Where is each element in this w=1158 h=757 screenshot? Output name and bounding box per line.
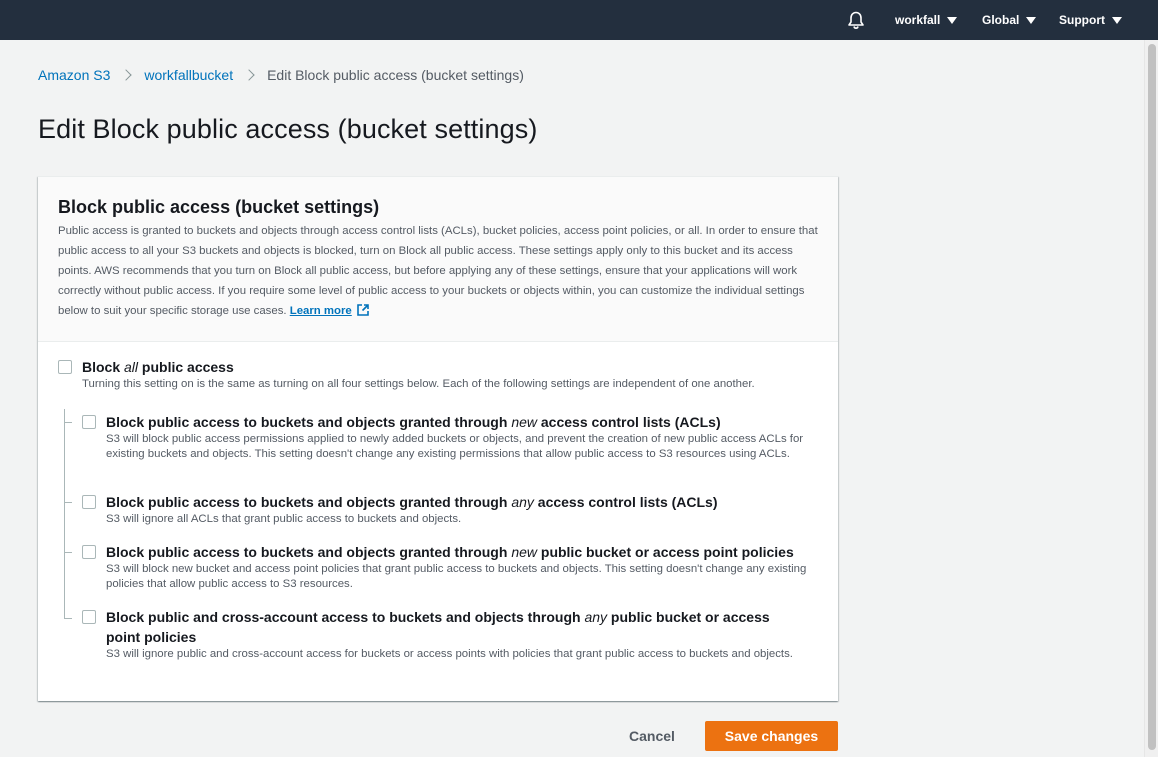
panel-header: [38, 177, 838, 342]
learn-more-label: Learn more: [289, 305, 352, 317]
caret-down-icon: [1112, 17, 1122, 24]
block-public-access-panel: [38, 176, 838, 701]
block-new-acls-title: [106, 412, 826, 432]
settings-tree-branch: [64, 502, 72, 503]
block-new-acls-title-pre: Block public access to buckets and objects granted through: [106, 414, 512, 430]
settings-tree-line: [64, 409, 65, 619]
block-new-policies-checkbox[interactable]: [82, 545, 96, 559]
block-any-acls-description: S3 will ignore all ACLs that grant public access to buckets and objects.: [106, 513, 462, 525]
block-any-acls-title-pre: Block public access to buckets and objects granted through: [106, 494, 512, 510]
block-any-policies-title-pre: Block public and cross-account access to buckets and objects through: [106, 609, 585, 625]
notifications-bell-icon[interactable]: [846, 10, 866, 30]
support-menu[interactable]: [1059, 0, 1122, 40]
block-new-acls-checkbox[interactable]: [82, 415, 96, 429]
learn-more-link[interactable]: [290, 305, 370, 317]
block-new-policies-description: S3 will block new bucket and access point policies that grant public access to buckets and objects. This setting doesn't change any existing policies that allow public access to S3 resources.: [106, 563, 807, 590]
block-any-policies-title-post: public bucket or access point policies: [106, 609, 770, 645]
account-menu-label: workfall: [895, 13, 941, 27]
panel-title: Block public access (bucket settings): [58, 197, 380, 217]
block-new-policies-title-post: public bucket or access point policies: [537, 544, 794, 560]
external-link-icon: [356, 303, 370, 317]
block-new-policies-title-pre: Block public access to buckets and objects granted through: [106, 544, 512, 560]
scrollbar-thumb[interactable]: [1148, 44, 1156, 750]
panel-description-text: Public access is granted to buckets and objects through access control lists (ACLs), bucket policies, access point policies, or all. In order to ensure that public access to all your S3 buckets and objects is blocked, turn on Block all public access. These settings apply only to this bucket and its access points. AWS recommends that you turn on Block all public access, but before applying any of these settings, ensure that your applications will work correctly without public access. If you require some level of public access to your buckets or objects within, you can customize the individual settings below to suit your specific storage use cases.: [58, 225, 818, 317]
block-any-policies-title-em: any: [584, 609, 608, 625]
save-changes-button[interactable]: Save changes: [705, 721, 838, 751]
block-all-title-pre: Block: [82, 359, 125, 375]
breadcrumb-link-amazon-s3[interactable]: Amazon S3: [38, 67, 111, 83]
panel-description: [58, 221, 828, 321]
block-new-acls-title-em: new: [511, 414, 537, 430]
block-all-title-em: all: [124, 359, 139, 375]
cancel-button[interactable]: Cancel: [618, 721, 686, 751]
block-new-acls-description: S3 will block public access permissions applied to newly added buckets or objects, and prevent the creation of new public access ACLs for existing buckets and objects. This setting doesn't change any existing permissions that allow public access to S3 resources using ACLs.: [106, 433, 804, 460]
block-any-acls-title: [106, 492, 826, 512]
block-any-acls-title-post: access control lists (ACLs): [533, 494, 718, 510]
chevron-right-icon: [243, 69, 254, 80]
block-any-acls-checkbox[interactable]: [82, 495, 96, 509]
block-all-title: [82, 357, 234, 377]
block-all-description: Turning this setting on is the same as turning on all four settings below. Each of the following settings are independent of one another.: [82, 378, 755, 390]
caret-down-icon: [947, 17, 957, 24]
breadcrumb-current-page: Edit Block public access (bucket settings): [267, 67, 524, 83]
block-all-title-post: public access: [138, 359, 234, 375]
block-all-checkbox[interactable]: [58, 360, 72, 374]
block-new-acls-title-post: access control lists (ACLs): [537, 414, 721, 430]
block-any-policies-checkbox[interactable]: [82, 610, 96, 624]
block-any-acls-title-em: any: [511, 494, 534, 510]
block-any-policies-title: [106, 607, 806, 647]
support-menu-label: Support: [1059, 13, 1105, 27]
breadcrumb: [38, 66, 524, 84]
breadcrumb-link-bucket[interactable]: workfallbucket: [144, 67, 234, 83]
top-navigation-bar: [0, 0, 1158, 40]
settings-tree-branch: [64, 618, 72, 619]
block-new-policies-title: [106, 542, 826, 562]
chevron-right-icon: [121, 69, 132, 80]
account-menu[interactable]: [895, 0, 957, 40]
vertical-scrollbar[interactable]: [1144, 40, 1158, 757]
region-menu[interactable]: [982, 0, 1036, 40]
page-title: Edit Block public access (bucket settings): [38, 114, 538, 144]
caret-down-icon: [1026, 17, 1036, 24]
region-menu-label: Global: [982, 13, 1020, 27]
settings-tree-branch: [64, 552, 72, 553]
block-any-policies-description: S3 will ignore public and cross-account access for buckets or access points with policies that grant public access to buckets and objects.: [106, 648, 793, 660]
block-new-policies-title-em: new: [511, 544, 537, 560]
settings-tree-branch: [64, 422, 72, 423]
